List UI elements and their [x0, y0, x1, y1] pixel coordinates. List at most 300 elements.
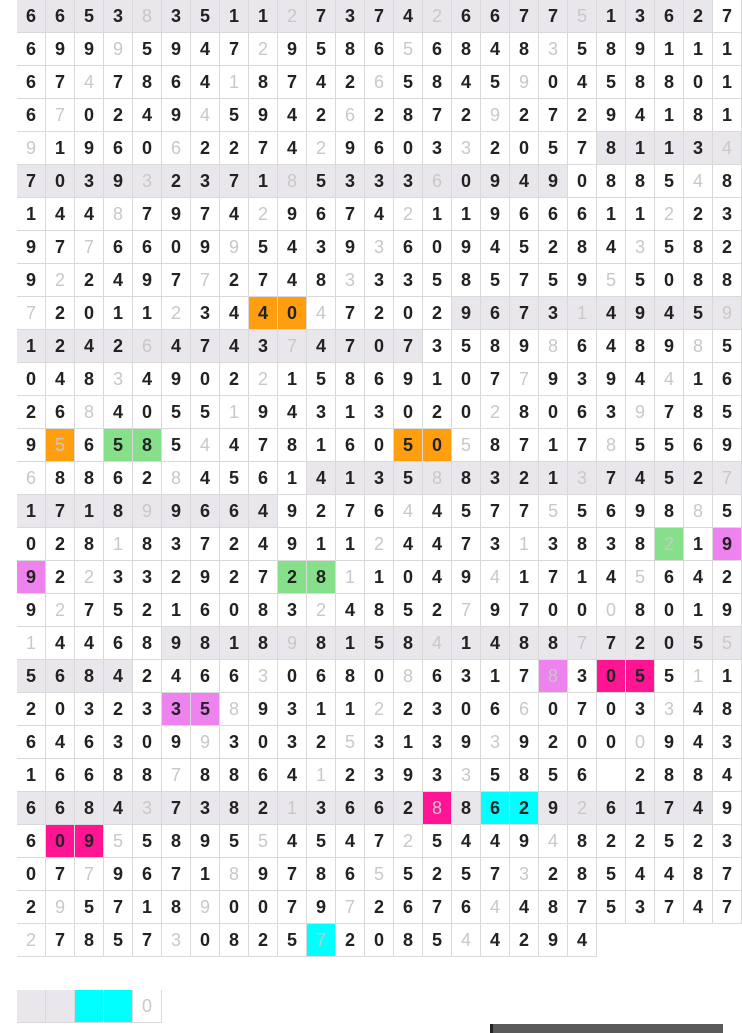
digit-cell[interactable]: 4	[220, 429, 249, 462]
digit-cell[interactable]: 6	[133, 231, 162, 264]
digit-cell[interactable]: 3	[307, 231, 336, 264]
digit-cell[interactable]: 5	[655, 825, 684, 858]
separator-digit[interactable]: 9	[220, 231, 249, 264]
separator-digit[interactable]: 9	[191, 891, 220, 924]
digit-cell[interactable]: 7	[510, 594, 539, 627]
digit-cell[interactable]: 7	[336, 297, 365, 330]
digit-cell[interactable]: 0	[133, 726, 162, 759]
digit-cell[interactable]: 8	[568, 825, 597, 858]
digit-cell[interactable]: 2	[539, 231, 568, 264]
digit-cell[interactable]: 4	[75, 627, 104, 660]
separator-digit[interactable]: 7	[75, 858, 104, 891]
digit-cell[interactable]: 4	[568, 924, 597, 957]
digit-cell[interactable]: 4	[597, 231, 626, 264]
digit-cell[interactable]: 7	[162, 264, 191, 297]
digit-cell[interactable]: 8	[539, 891, 568, 924]
digit-cell[interactable]: 4	[278, 759, 307, 792]
separator-digit[interactable]: 8	[684, 495, 713, 528]
digit-cell[interactable]: 1	[17, 759, 46, 792]
digit-cell[interactable]: 5	[713, 330, 742, 363]
separator-digit[interactable]: 2	[278, 0, 307, 33]
digit-cell[interactable]: 9	[191, 561, 220, 594]
digit-cell[interactable]: 8	[249, 627, 278, 660]
digit-cell[interactable]: 8	[249, 594, 278, 627]
digit-cell[interactable]: 4	[220, 330, 249, 363]
digit-cell[interactable]: 8	[597, 165, 626, 198]
digit-cell[interactable]: 4	[452, 66, 481, 99]
separator-digit[interactable]: 4	[423, 627, 452, 660]
separator-digit[interactable]: 8	[220, 858, 249, 891]
digit-cell[interactable]: 5	[365, 627, 394, 660]
digit-cell[interactable]: 7	[394, 330, 423, 363]
digit-cell[interactable]: 3	[568, 660, 597, 693]
digit-cell[interactable]: 9	[626, 297, 655, 330]
digit-cell[interactable]: 2	[626, 759, 655, 792]
digit-cell[interactable]: 6	[423, 660, 452, 693]
digit-cell[interactable]: 4	[133, 363, 162, 396]
digit-cell[interactable]: 4	[162, 330, 191, 363]
separator-digit[interactable]: 5	[597, 264, 626, 297]
digit-cell[interactable]: 3	[713, 198, 742, 231]
digit-cell[interactable]: 2	[597, 825, 626, 858]
digit-cell[interactable]: 5	[655, 231, 684, 264]
digit-cell[interactable]: 2	[336, 66, 365, 99]
digit-cell[interactable]: 9	[655, 330, 684, 363]
digit-cell[interactable]: 2	[539, 858, 568, 891]
digit-cell[interactable]: 1	[133, 297, 162, 330]
digit-cell[interactable]: 8	[713, 693, 742, 726]
digit-cell[interactable]: 1	[452, 627, 481, 660]
digit-cell[interactable]: 4	[684, 891, 713, 924]
digit-cell[interactable]: 0	[365, 429, 394, 462]
separator-digit[interactable]: 3	[249, 660, 278, 693]
digit-cell[interactable]: 7	[162, 792, 191, 825]
digit-cell[interactable]: 1	[481, 660, 510, 693]
digit-cell[interactable]: 6	[394, 231, 423, 264]
digit-cell[interactable]: 3	[307, 792, 336, 825]
digit-cell[interactable]: 9	[597, 99, 626, 132]
digit-cell[interactable]: 1	[597, 198, 626, 231]
digit-cell[interactable]: 5	[539, 132, 568, 165]
digit-cell[interactable]: 3	[336, 165, 365, 198]
digit-cell[interactable]: 7	[655, 891, 684, 924]
digit-cell[interactable]: 2	[249, 924, 278, 957]
digit-cell[interactable]: 5	[220, 825, 249, 858]
digit-cell[interactable]: 8	[452, 462, 481, 495]
digit-cell[interactable]: 7	[46, 66, 75, 99]
separator-digit[interactable]: 5	[626, 561, 655, 594]
digit-cell[interactable]: 7	[249, 429, 278, 462]
digit-cell[interactable]: 2	[220, 132, 249, 165]
digit-cell[interactable]: 1	[568, 561, 597, 594]
input-cell[interactable]	[17, 990, 46, 1023]
separator-digit[interactable]: 7	[17, 297, 46, 330]
digit-cell[interactable]: 6	[655, 561, 684, 594]
separator-digit[interactable]: 7	[191, 264, 220, 297]
digit-cell[interactable]: 0	[75, 297, 104, 330]
digit-cell[interactable]: 1	[684, 594, 713, 627]
digit-cell[interactable]: 1	[684, 363, 713, 396]
digit-cell[interactable]: 5	[278, 924, 307, 957]
digit-cell[interactable]: 0	[568, 594, 597, 627]
digit-cell[interactable]: 4	[133, 99, 162, 132]
digit-cell[interactable]: 3	[191, 792, 220, 825]
separator-digit[interactable]: 1	[510, 528, 539, 561]
digit-cell[interactable]: 4	[481, 825, 510, 858]
digit-cell[interactable]: 4	[510, 165, 539, 198]
separator-digit[interactable]: 6	[510, 693, 539, 726]
digit-cell[interactable]: 7	[249, 132, 278, 165]
digit-cell[interactable]: 8	[597, 33, 626, 66]
digit-cell[interactable]: 7	[17, 165, 46, 198]
digit-cell[interactable]: 7	[481, 495, 510, 528]
digit-cell[interactable]: 5	[626, 429, 655, 462]
digit-cell[interactable]: 5	[423, 924, 452, 957]
separator-digit[interactable]: 2	[365, 693, 394, 726]
digit-cell[interactable]: 9	[394, 759, 423, 792]
digit-cell[interactable]: 9	[510, 330, 539, 363]
digit-cell[interactable]: 3	[423, 330, 452, 363]
separator-digit[interactable]: 9	[191, 726, 220, 759]
digit-cell[interactable]: 7	[278, 66, 307, 99]
digit-cell[interactable]: 4	[307, 330, 336, 363]
digit-cell[interactable]: 6	[539, 198, 568, 231]
digit-cell[interactable]: 4	[249, 297, 278, 330]
separator-digit[interactable]: 3	[133, 165, 162, 198]
digit-cell[interactable]: 0	[655, 264, 684, 297]
digit-cell[interactable]: 3	[220, 726, 249, 759]
digit-cell[interactable]: 2	[220, 264, 249, 297]
digit-cell[interactable]: 2	[249, 792, 278, 825]
digit-cell[interactable]: 5	[104, 429, 133, 462]
digit-cell[interactable]: 0	[75, 99, 104, 132]
digit-cell[interactable]: 0	[365, 924, 394, 957]
digit-cell[interactable]: 6	[162, 66, 191, 99]
separator-digit[interactable]: 3	[626, 231, 655, 264]
digit-cell[interactable]: 9	[75, 33, 104, 66]
digit-cell[interactable]: 5	[452, 495, 481, 528]
digit-cell[interactable]: 5	[684, 297, 713, 330]
digit-cell[interactable]: 4	[46, 627, 75, 660]
digit-cell[interactable]: 4	[365, 198, 394, 231]
digit-cell[interactable]: 4	[684, 693, 713, 726]
separator-digit[interactable]: 3	[104, 363, 133, 396]
digit-cell[interactable]: 6	[220, 495, 249, 528]
digit-cell[interactable]: 7	[539, 0, 568, 33]
digit-cell[interactable]: 1	[336, 693, 365, 726]
digit-cell[interactable]: 0	[597, 660, 626, 693]
digit-cell[interactable]: 9	[104, 858, 133, 891]
digit-cell[interactable]: 5	[481, 66, 510, 99]
digit-cell[interactable]: 2	[423, 297, 452, 330]
digit-cell[interactable]: 9	[249, 396, 278, 429]
digit-cell[interactable]: 8	[191, 759, 220, 792]
digit-cell[interactable]: 7	[452, 528, 481, 561]
digit-cell[interactable]: 5	[626, 264, 655, 297]
digit-cell[interactable]: 0	[597, 726, 626, 759]
digit-cell[interactable]: 0	[655, 594, 684, 627]
digit-cell[interactable]: 0	[191, 363, 220, 396]
separator-digit[interactable]: 7	[568, 627, 597, 660]
separator-digit[interactable]: 5	[539, 495, 568, 528]
digit-cell[interactable]: 0	[17, 363, 46, 396]
digit-cell[interactable]: 0	[655, 627, 684, 660]
digit-cell[interactable]: 8	[539, 627, 568, 660]
digit-cell[interactable]: 8	[510, 759, 539, 792]
horizontal-scrollbar[interactable]	[490, 1024, 723, 1033]
digit-cell[interactable]: 6	[365, 792, 394, 825]
digit-cell[interactable]: 6	[394, 891, 423, 924]
digit-cell[interactable]: 5	[17, 660, 46, 693]
digit-cell[interactable]: 9	[452, 297, 481, 330]
digit-cell[interactable]: 6	[75, 429, 104, 462]
digit-cell[interactable]: 4	[278, 396, 307, 429]
digit-cell[interactable]: 5	[394, 429, 423, 462]
digit-cell[interactable]: 5	[655, 462, 684, 495]
digit-cell[interactable]: 4	[423, 561, 452, 594]
separator-digit[interactable]: 8	[220, 693, 249, 726]
digit-cell[interactable]: 4	[423, 528, 452, 561]
digit-cell[interactable]: 6	[104, 462, 133, 495]
digit-cell[interactable]: 1	[655, 99, 684, 132]
digit-cell[interactable]: 7	[46, 858, 75, 891]
separator-digit[interactable]: 7	[510, 363, 539, 396]
digit-cell[interactable]: 3	[568, 363, 597, 396]
digit-cell[interactable]: 1	[713, 66, 742, 99]
digit-cell[interactable]: 3	[597, 528, 626, 561]
digit-cell[interactable]: 6	[307, 660, 336, 693]
separator-digit[interactable]: 2	[46, 264, 75, 297]
digit-cell[interactable]: 8	[104, 759, 133, 792]
digit-cell[interactable]: 2	[423, 858, 452, 891]
digit-cell[interactable]: 8	[75, 660, 104, 693]
digit-cell[interactable]: 6	[46, 0, 75, 33]
digit-cell[interactable]: 5	[307, 33, 336, 66]
digit-cell[interactable]: 6	[46, 792, 75, 825]
digit-cell[interactable]: 6	[220, 660, 249, 693]
digit-cell[interactable]: 6	[249, 759, 278, 792]
digit-cell[interactable]: 2	[365, 891, 394, 924]
digit-cell[interactable]: 0	[452, 165, 481, 198]
digit-cell[interactable]: 7	[46, 495, 75, 528]
digit-cell[interactable]: 8	[452, 33, 481, 66]
digit-cell[interactable]: 7	[597, 462, 626, 495]
digit-cell[interactable]: 3	[365, 726, 394, 759]
digit-cell[interactable]: 9	[394, 363, 423, 396]
digit-cell[interactable]: 0	[162, 231, 191, 264]
digit-cell[interactable]: 7	[365, 825, 394, 858]
digit-cell[interactable]: 8	[75, 924, 104, 957]
digit-cell[interactable]: 5	[568, 495, 597, 528]
digit-cell[interactable]: 3	[278, 726, 307, 759]
separator-digit[interactable]: 2	[17, 924, 46, 957]
digit-cell[interactable]: 3	[278, 693, 307, 726]
digit-cell[interactable]: 2	[684, 198, 713, 231]
digit-cell[interactable]: 6	[568, 396, 597, 429]
separator-digit[interactable]: 8	[162, 462, 191, 495]
digit-cell[interactable]: 0	[394, 132, 423, 165]
digit-cell[interactable]: 9	[75, 132, 104, 165]
separator-digit[interactable]: 8	[75, 396, 104, 429]
digit-cell[interactable]: 0	[394, 561, 423, 594]
digit-cell[interactable]: 2	[626, 825, 655, 858]
digit-cell[interactable]: 2	[220, 528, 249, 561]
digit-cell[interactable]: 7	[336, 198, 365, 231]
digit-cell[interactable]: 1	[684, 33, 713, 66]
digit-cell[interactable]: 6	[684, 429, 713, 462]
digit-cell[interactable]: 4	[684, 792, 713, 825]
digit-cell[interactable]: 5	[539, 759, 568, 792]
separator-digit[interactable]: 2	[307, 132, 336, 165]
digit-cell[interactable]: 2	[133, 462, 162, 495]
separator-digit[interactable]: 5	[568, 0, 597, 33]
digit-cell[interactable]: 7	[365, 0, 394, 33]
digit-cell[interactable]: 7	[46, 231, 75, 264]
digit-cell[interactable]: 6	[365, 33, 394, 66]
digit-cell[interactable]: 8	[75, 792, 104, 825]
digit-cell[interactable]: 2	[510, 99, 539, 132]
separator-digit[interactable]: 8	[423, 462, 452, 495]
digit-cell[interactable]: 6	[510, 198, 539, 231]
digit-cell[interactable]: 1	[336, 627, 365, 660]
digit-cell[interactable]: 4	[626, 462, 655, 495]
separator-digit[interactable]: 9	[133, 495, 162, 528]
digit-cell[interactable]: 6	[481, 693, 510, 726]
digit-cell[interactable]: 1	[307, 693, 336, 726]
digit-cell[interactable]: 4	[655, 858, 684, 891]
digit-cell[interactable]: 8	[713, 264, 742, 297]
digit-cell[interactable]: 8	[133, 528, 162, 561]
digit-cell[interactable]: 9	[539, 792, 568, 825]
digit-cell[interactable]: 0	[133, 396, 162, 429]
digit-cell[interactable]: 7	[249, 561, 278, 594]
digit-cell[interactable]: 2	[17, 693, 46, 726]
digit-cell[interactable]: 1	[597, 0, 626, 33]
digit-cell[interactable]: 8	[684, 396, 713, 429]
digit-cell[interactable]: 5	[626, 660, 655, 693]
digit-cell[interactable]: 4	[75, 198, 104, 231]
separator-digit[interactable]: 5	[394, 33, 423, 66]
input-cell[interactable]	[104, 990, 133, 1023]
digit-cell[interactable]: 1	[336, 528, 365, 561]
digit-cell[interactable]: 4	[162, 660, 191, 693]
digit-cell[interactable]: 4	[104, 264, 133, 297]
separator-digit[interactable]: 3	[539, 33, 568, 66]
digit-cell[interactable]: 8	[75, 363, 104, 396]
digit-cell[interactable]: 9	[597, 363, 626, 396]
digit-cell[interactable]: 1	[220, 627, 249, 660]
separator-digit[interactable]: 9	[713, 297, 742, 330]
digit-cell[interactable]: 2	[713, 561, 742, 594]
digit-cell[interactable]: 3	[75, 693, 104, 726]
digit-cell[interactable]: 6	[336, 792, 365, 825]
digit-cell[interactable]: 7	[423, 891, 452, 924]
digit-cell[interactable]: 2	[307, 99, 336, 132]
digit-cell[interactable]: 5	[191, 0, 220, 33]
digit-cell[interactable]: 7	[510, 660, 539, 693]
separator-digit[interactable]: 3	[452, 759, 481, 792]
separator-digit[interactable]: 7	[452, 594, 481, 627]
separator-digit[interactable]: 7	[75, 231, 104, 264]
digit-cell[interactable]: 5	[162, 396, 191, 429]
digit-cell[interactable]: 2	[423, 594, 452, 627]
separator-digit[interactable]: 4	[481, 561, 510, 594]
digit-cell[interactable]: 1	[191, 858, 220, 891]
digit-cell[interactable]: 0	[365, 660, 394, 693]
digit-cell[interactable]: 2	[162, 561, 191, 594]
digit-cell[interactable]: 4	[220, 297, 249, 330]
digit-cell[interactable]: 6	[597, 495, 626, 528]
digit-cell[interactable]: 8	[307, 858, 336, 891]
digit-cell[interactable]: 4	[684, 561, 713, 594]
separator-digit[interactable]: 7	[278, 330, 307, 363]
digit-cell[interactable]: 8	[655, 759, 684, 792]
digit-cell[interactable]: 4	[626, 858, 655, 891]
digit-cell[interactable]: 9	[162, 33, 191, 66]
separator-digit[interactable]: 2	[249, 33, 278, 66]
digit-cell[interactable]: 4	[713, 759, 742, 792]
separator-digit[interactable]: 0	[626, 726, 655, 759]
digit-cell[interactable]: 9	[104, 165, 133, 198]
digit-cell[interactable]: 8	[568, 231, 597, 264]
digit-cell[interactable]: 3	[162, 693, 191, 726]
digit-cell[interactable]: 6	[46, 759, 75, 792]
separator-digit[interactable]: 5	[336, 726, 365, 759]
digit-cell[interactable]: 8	[75, 528, 104, 561]
digit-cell[interactable]: 3	[191, 297, 220, 330]
digit-cell[interactable]: 8	[626, 594, 655, 627]
digit-cell[interactable]: 6	[568, 330, 597, 363]
digit-cell[interactable]: 7	[655, 792, 684, 825]
digit-cell[interactable]: 3	[191, 165, 220, 198]
digit-cell[interactable]: 2	[452, 99, 481, 132]
digit-cell[interactable]: 6	[481, 792, 510, 825]
digit-cell[interactable]: 3	[423, 759, 452, 792]
digit-cell[interactable]: 2	[539, 726, 568, 759]
digit-cell[interactable]: 7	[104, 891, 133, 924]
digit-cell[interactable]: 2	[46, 297, 75, 330]
digit-cell[interactable]: 0	[539, 66, 568, 99]
digit-cell[interactable]: 5	[249, 231, 278, 264]
separator-digit[interactable]: 8	[597, 429, 626, 462]
digit-cell[interactable]: 6	[568, 759, 597, 792]
digit-cell[interactable]: 3	[481, 462, 510, 495]
digit-cell[interactable]: 8	[626, 165, 655, 198]
digit-cell[interactable]: 5	[655, 429, 684, 462]
digit-cell[interactable]: 5	[220, 462, 249, 495]
digit-cell[interactable]: 4	[336, 594, 365, 627]
digit-cell[interactable]: 1	[249, 165, 278, 198]
digit-cell[interactable]: 3	[162, 0, 191, 33]
digit-cell[interactable]: 2	[307, 495, 336, 528]
separator-digit[interactable]: 2	[249, 363, 278, 396]
separator-digit[interactable]: 1	[220, 396, 249, 429]
digit-cell[interactable]: 4	[423, 495, 452, 528]
separator-digit[interactable]: 9	[626, 396, 655, 429]
digit-cell[interactable]: 8	[307, 627, 336, 660]
digit-cell[interactable]: 1	[452, 198, 481, 231]
digit-cell[interactable]: 9	[713, 594, 742, 627]
digit-cell[interactable]: 4	[75, 330, 104, 363]
digit-cell[interactable]: 6	[133, 858, 162, 891]
digit-cell[interactable]: 7	[568, 891, 597, 924]
digit-cell[interactable]: 2	[684, 825, 713, 858]
digit-cell[interactable]: 4	[191, 462, 220, 495]
digit-cell[interactable]: 2	[510, 792, 539, 825]
digit-cell[interactable]: 6	[423, 33, 452, 66]
digit-cell[interactable]: 4	[597, 297, 626, 330]
digit-cell[interactable]: 6	[365, 132, 394, 165]
